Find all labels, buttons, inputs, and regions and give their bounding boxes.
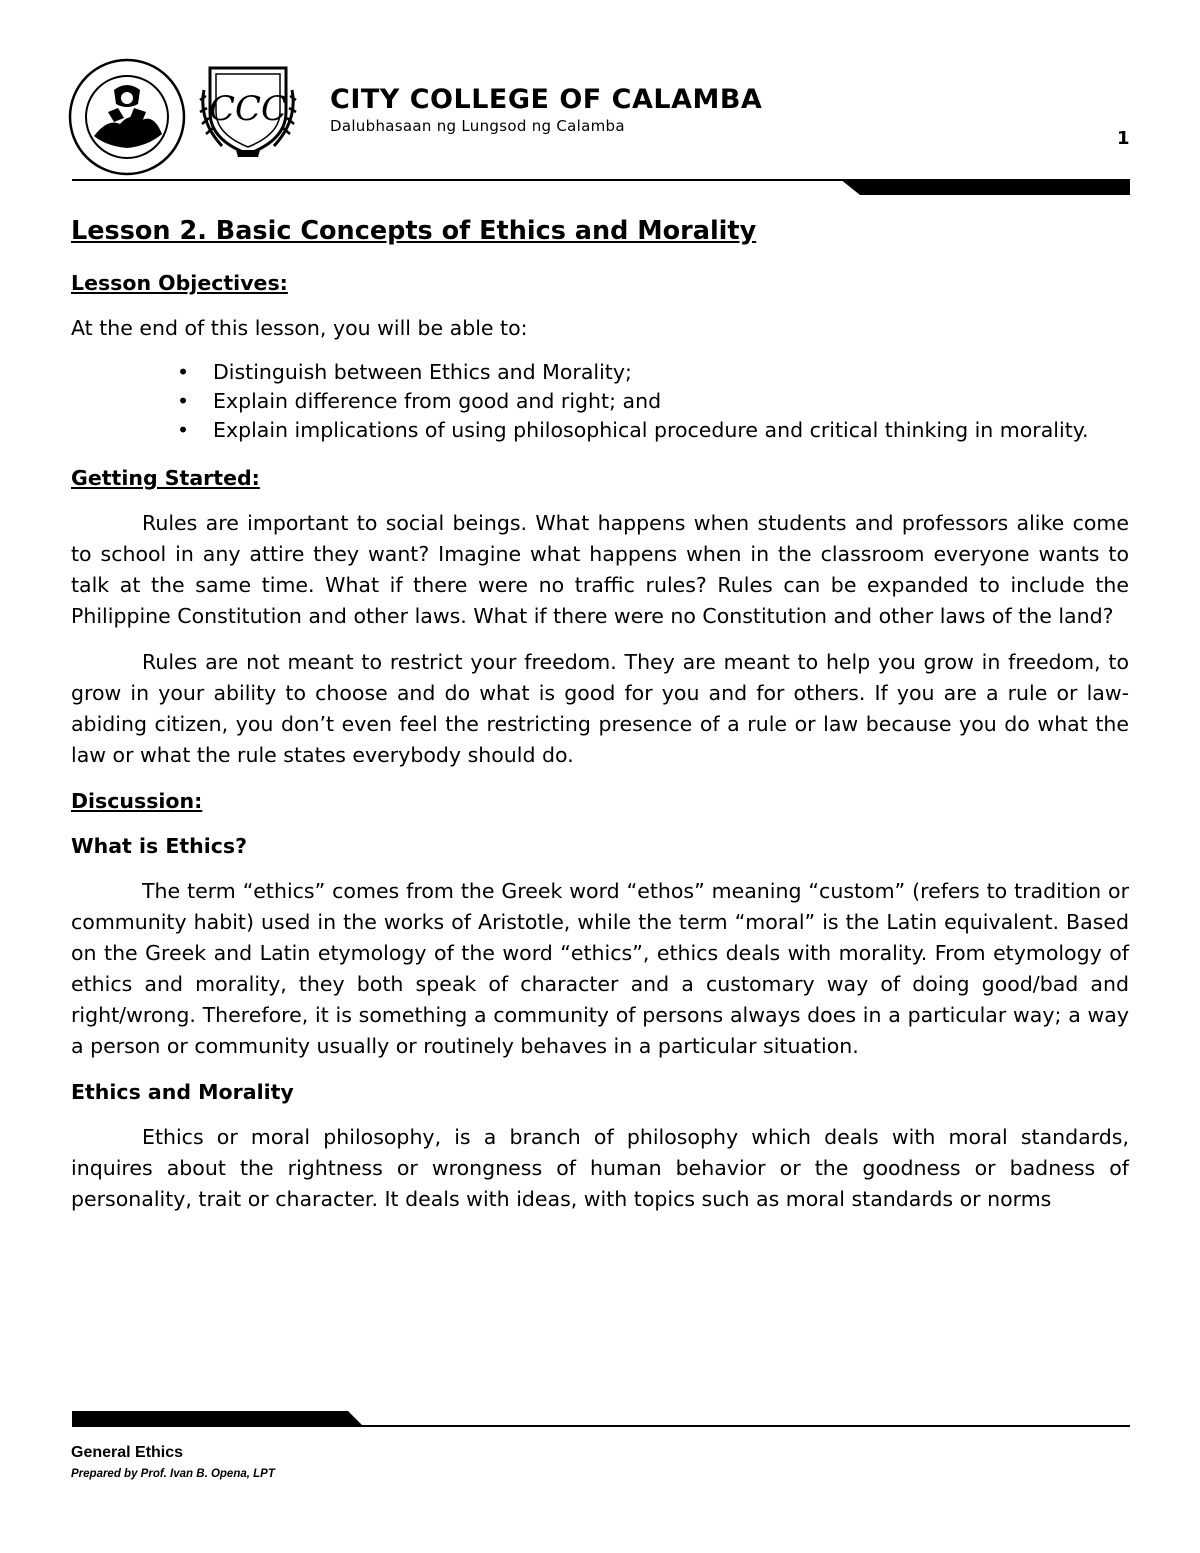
svg-text:CCC: CCC <box>208 89 288 129</box>
lesson-content <box>71 214 1129 1230</box>
getting-started-paragraph: Rules are important to social beings. What happens when students and professors alike come to school in any attire they want? Imagine what happens when in the classroom everyone wants to talk at the same time. What if there were no traffic rules? Rules can be expanded to include the Philippine Constitution and other laws. What if there were no Constitution and other laws of the land? <box>71 511 1129 628</box>
footer-course: General Ethics <box>71 1444 184 1461</box>
objectives-heading: Lesson Objectives: <box>71 271 288 295</box>
ethics-morality-heading: Ethics and Morality <box>71 1080 294 1104</box>
discussion-heading: Discussion: <box>71 789 203 813</box>
list-item: • Distinguish between Ethics and Morality; <box>213 358 1129 387</box>
page-header <box>0 0 1200 200</box>
getting-started-heading: Getting Started: <box>71 466 260 490</box>
lesson-title: Lesson 2. Basic Concepts of Ethics and Morality <box>71 216 757 246</box>
city-seal-logo <box>68 58 186 176</box>
what-is-ethics-paragraph: The term “ethics” comes from the Greek word “ethos” meaning “custom” (refers to tradition or community habit) used in the works of Aristotle, while the term “moral” is the Latin equivalent. Based on the Greek and Latin etymology of the word “ethics”, ethics deals with morality. From etymology of ethics and morality, they both speak of character and a customary way of doing good/bad and right/wrong. Therefore, it is something a community of persons always does in a particular way; a way a person or community usually or routinely behaves in a particular situation. <box>71 879 1129 1058</box>
college-subtitle: Dalubhasaan ng Lungsod ng Calamba <box>330 117 625 135</box>
college-name: CITY COLLEGE OF CALAMBA <box>330 84 763 115</box>
college-crest-logo <box>196 60 300 160</box>
getting-started-paragraph: Rules are not meant to restrict your freedom. They are meant to help you grow in freedom, to grow in your ability to choose and do what is good for you and for others. If you are a rule or law-abiding citizen, you don’t even feel the restricting presence of a rule or law because you do what the law or what the rule states everybody should do. <box>71 650 1129 767</box>
page-number: 1 <box>1117 128 1130 149</box>
ethics-morality-paragraph: Ethics or moral philosophy, is a branch of philosophy which deals with moral standards, inquires about the rightness or wrongness of human behavior or the goodness or badness of personality, trait or character. It deals with ideas, with topics such as moral standards or norms <box>71 1125 1129 1211</box>
footer-prepared-by: Prepared by Prof. Ivan B. Opena, LPT <box>71 1468 275 1480</box>
list-item: • Explain difference from good and right; and <box>213 387 1129 416</box>
objectives-list <box>71 358 1129 445</box>
footer-rule <box>72 1408 1130 1430</box>
header-rule <box>72 176 1130 198</box>
what-is-ethics-heading: What is Ethics? <box>71 834 248 858</box>
objectives-intro: At the end of this lesson, you will be able to: <box>71 316 528 340</box>
list-item: • Explain implications of using philosophical procedure and critical thinking in morality. <box>213 416 1129 445</box>
